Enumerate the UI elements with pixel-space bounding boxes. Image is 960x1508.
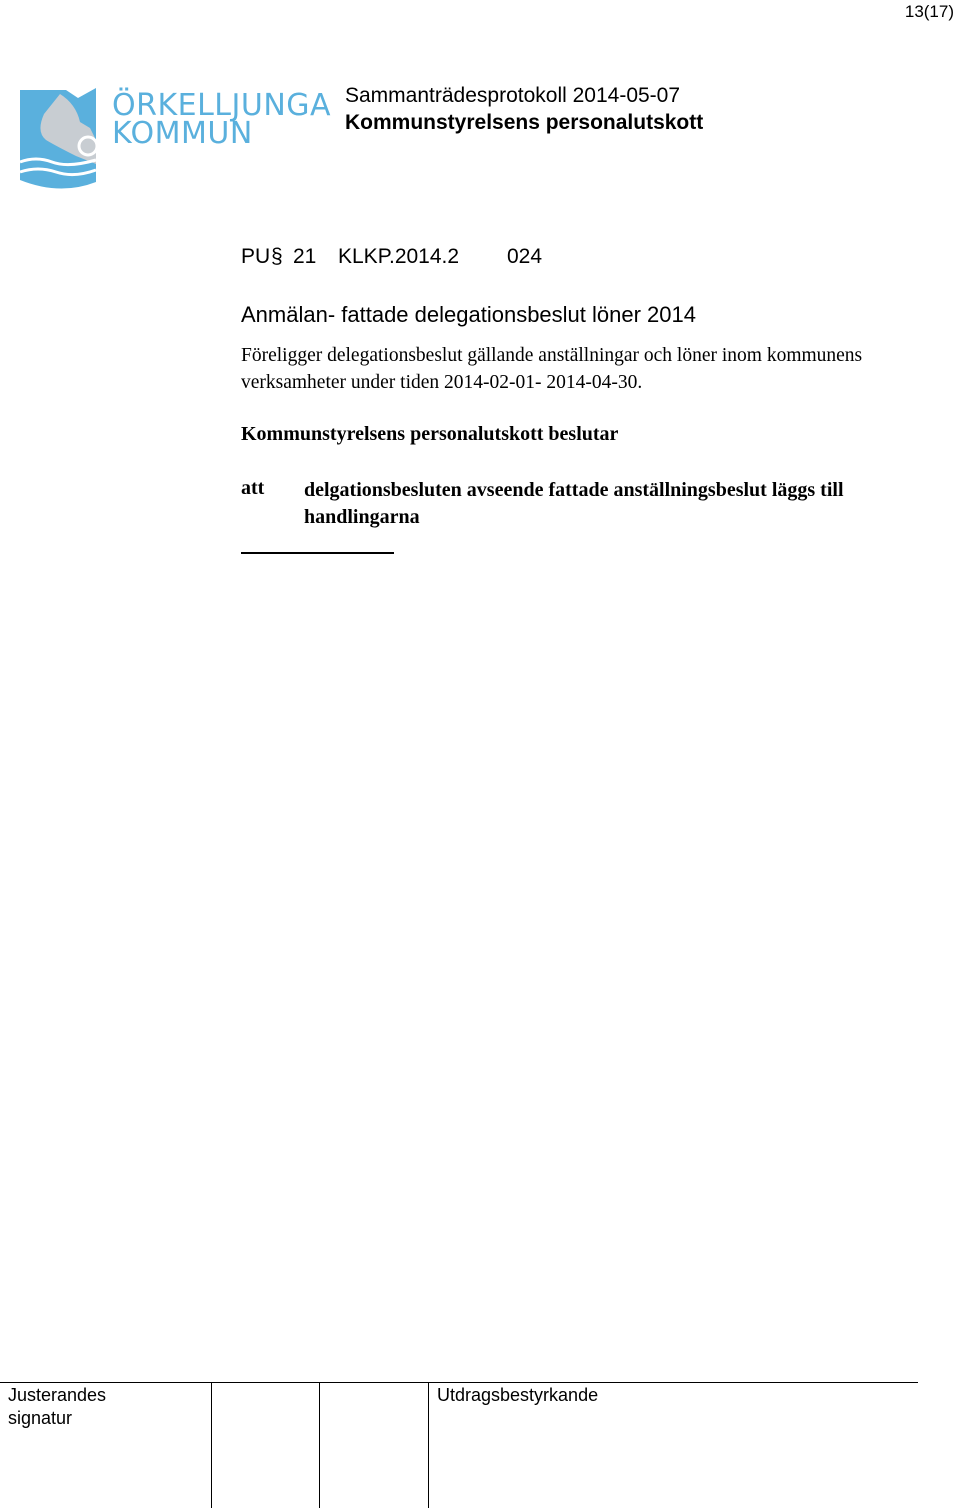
justerandes-label: Justerandes bbox=[8, 1385, 107, 1405]
case-reference bbox=[241, 245, 542, 269]
case-number: KLKP.2014.2 bbox=[338, 245, 460, 268]
footer-divider bbox=[319, 1382, 320, 1508]
footer-divider bbox=[211, 1382, 212, 1508]
case-code: 024 bbox=[507, 245, 543, 268]
paragraph-number: 21 bbox=[293, 245, 317, 268]
section-end-rule bbox=[241, 552, 394, 554]
decision-att: att bbox=[241, 477, 265, 499]
decision-heading: Kommunstyrelsens personalutskott beslutar bbox=[241, 423, 619, 445]
signatur-label: signatur bbox=[8, 1408, 73, 1428]
justerandes-signatur-label bbox=[8, 1384, 106, 1430]
logo-text-line1: ÖRKELLJUNGA bbox=[112, 88, 332, 123]
footer-divider bbox=[428, 1382, 429, 1508]
footer-rule bbox=[0, 1382, 918, 1383]
paragraph-sign: § bbox=[271, 245, 283, 268]
committee-name: Kommunstyrelsens personalutskott bbox=[345, 111, 704, 134]
decision-text: delgationsbesluten avseende fattade anställningsbeslut läggs till handlingarna bbox=[304, 479, 844, 528]
logo-text-line2: KOMMUN bbox=[112, 116, 253, 151]
protocol-title: Sammanträdesprotokoll 2014-05-07 bbox=[345, 84, 681, 107]
item-body: Föreligger delegationsbeslut gällande anställningar och löner inom kommunens verksamheter under tiden 2014-02-01- 2014-04-30. bbox=[241, 345, 863, 393]
item-heading: Anmälan- fattade delegationsbeslut löner 2014 bbox=[241, 302, 696, 327]
utdragsbestyrkande-label: Utdragsbestyrkande bbox=[437, 1385, 599, 1405]
case-type: PU bbox=[241, 245, 271, 268]
page-number: 13(17) bbox=[904, 2, 954, 21]
